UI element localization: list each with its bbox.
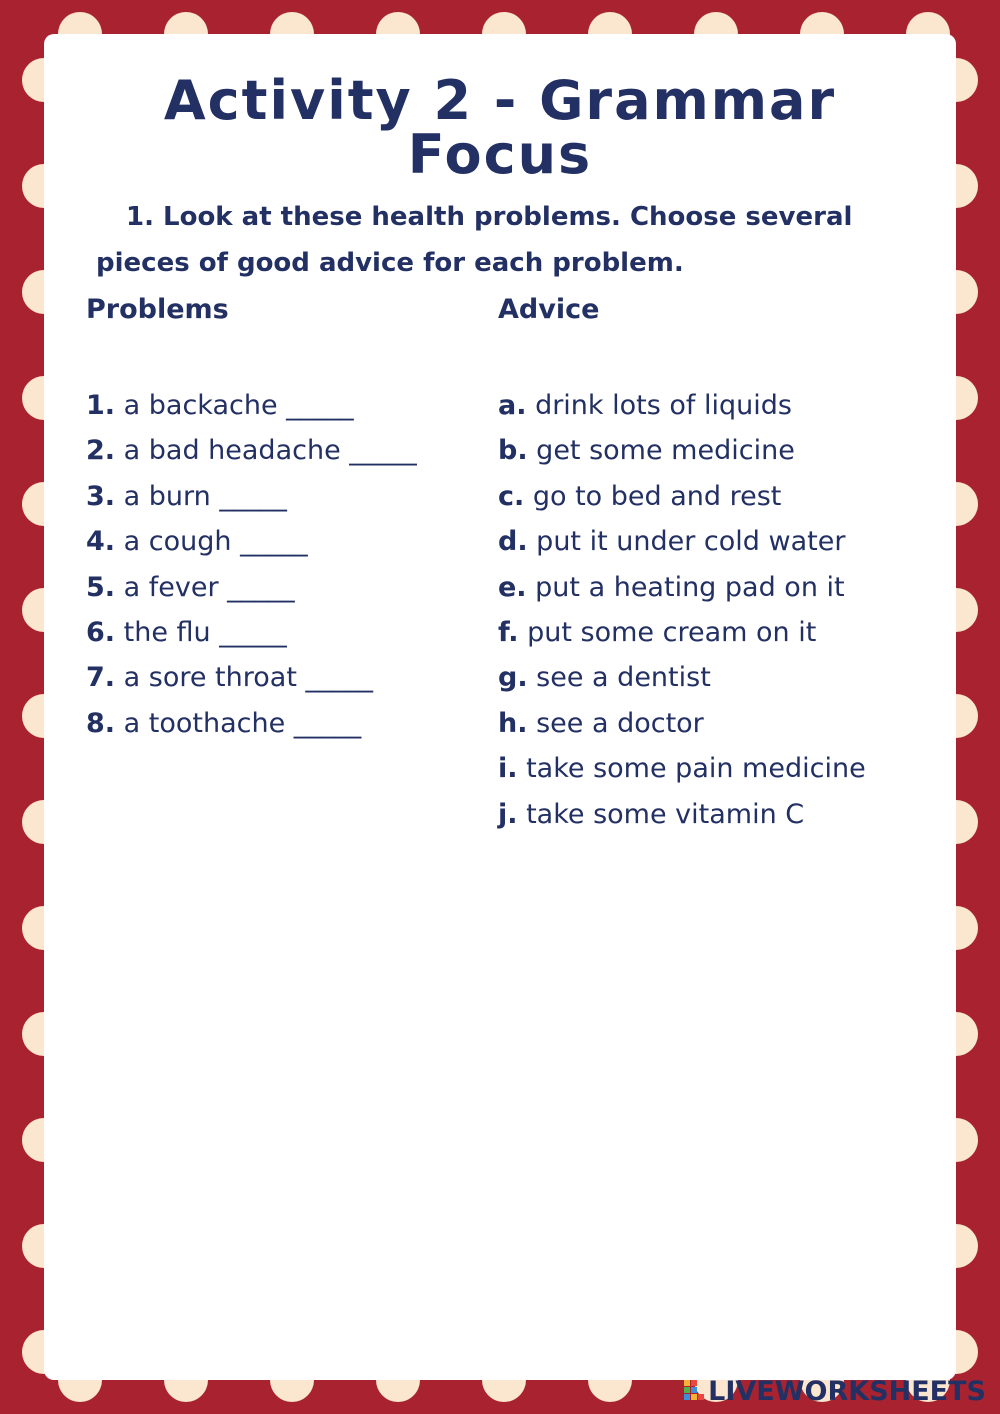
advice-letter: b.	[498, 435, 528, 467]
advice-letter: i.	[498, 753, 518, 785]
advice-item	[498, 610, 866, 655]
advice-letter: h.	[498, 707, 528, 739]
problem-number: 6.	[86, 616, 116, 648]
advice-letter: d.	[498, 526, 528, 558]
problem-number: 1.	[86, 390, 116, 421]
problem-text: a cough _____	[115, 526, 308, 558]
problem-number: 5.	[86, 571, 116, 603]
problem-text: a fever _____	[115, 571, 295, 603]
advice-item	[498, 792, 866, 837]
problem-text: a backache _____	[115, 390, 354, 421]
advice-text: put some cream on it	[518, 616, 817, 648]
advice-text: see a doctor	[527, 707, 704, 739]
problem-item	[86, 428, 417, 473]
advice-list	[498, 383, 866, 837]
advice-text: put it under cold water	[527, 526, 846, 558]
advice-item	[498, 383, 866, 428]
page-title	[0, 69, 1000, 186]
liveworksheets-logo	[683, 1374, 986, 1408]
problems-heading: Problems	[86, 294, 229, 325]
advice-text: drink lots of liquids	[526, 390, 792, 421]
advice-letter: j.	[498, 798, 518, 830]
advice-heading: Advice	[498, 294, 600, 325]
advice-text: go to bed and rest	[524, 480, 782, 512]
problem-number: 3.	[86, 480, 116, 512]
problem-text: the flu _____	[115, 616, 287, 648]
brand-blocks-icon	[683, 1378, 705, 1404]
problem-number: 4.	[86, 526, 116, 558]
problem-item	[86, 519, 417, 564]
advice-letter: g.	[498, 662, 528, 694]
problem-text: a burn _____	[115, 480, 287, 512]
advice-text: see a dentist	[527, 662, 711, 694]
problem-item	[86, 610, 417, 655]
problem-item	[86, 655, 417, 700]
problem-number: 8.	[86, 707, 116, 739]
advice-item	[498, 565, 866, 610]
problem-number: 7.	[86, 662, 116, 694]
problem-item	[86, 701, 417, 746]
advice-letter: a.	[498, 390, 527, 421]
brand-text: LIVEWORKSHEETS	[708, 1375, 986, 1407]
problem-number: 2.	[86, 435, 116, 467]
problem-text: a bad headache _____	[115, 435, 417, 467]
instruction-text: 1. Look at these health problems. Choose several pieces of good advice for each problem.	[96, 202, 853, 278]
advice-item	[498, 428, 866, 473]
problem-item	[86, 474, 417, 519]
advice-letter: c.	[498, 480, 525, 512]
advice-text: get some medicine	[527, 435, 795, 467]
problems-list	[86, 383, 417, 746]
problem-item	[86, 383, 417, 428]
problem-text: a sore throat _____	[115, 662, 373, 694]
advice-item	[498, 474, 866, 519]
advice-text: take some pain medicine	[517, 753, 866, 785]
advice-item	[498, 701, 866, 746]
advice-letter: e.	[498, 571, 527, 603]
advice-text: take some vitamin C	[517, 798, 805, 830]
title-line-2: Focus	[407, 123, 593, 186]
problem-text: a toothache _____	[115, 707, 362, 739]
advice-item	[498, 655, 866, 700]
advice-letter: f.	[498, 616, 519, 648]
title-line-1: Activity 2 - Grammar	[163, 69, 837, 132]
advice-text: put a heating pad on it	[526, 571, 845, 603]
advice-item	[498, 519, 866, 564]
advice-item	[498, 746, 866, 791]
problem-item	[86, 565, 417, 610]
